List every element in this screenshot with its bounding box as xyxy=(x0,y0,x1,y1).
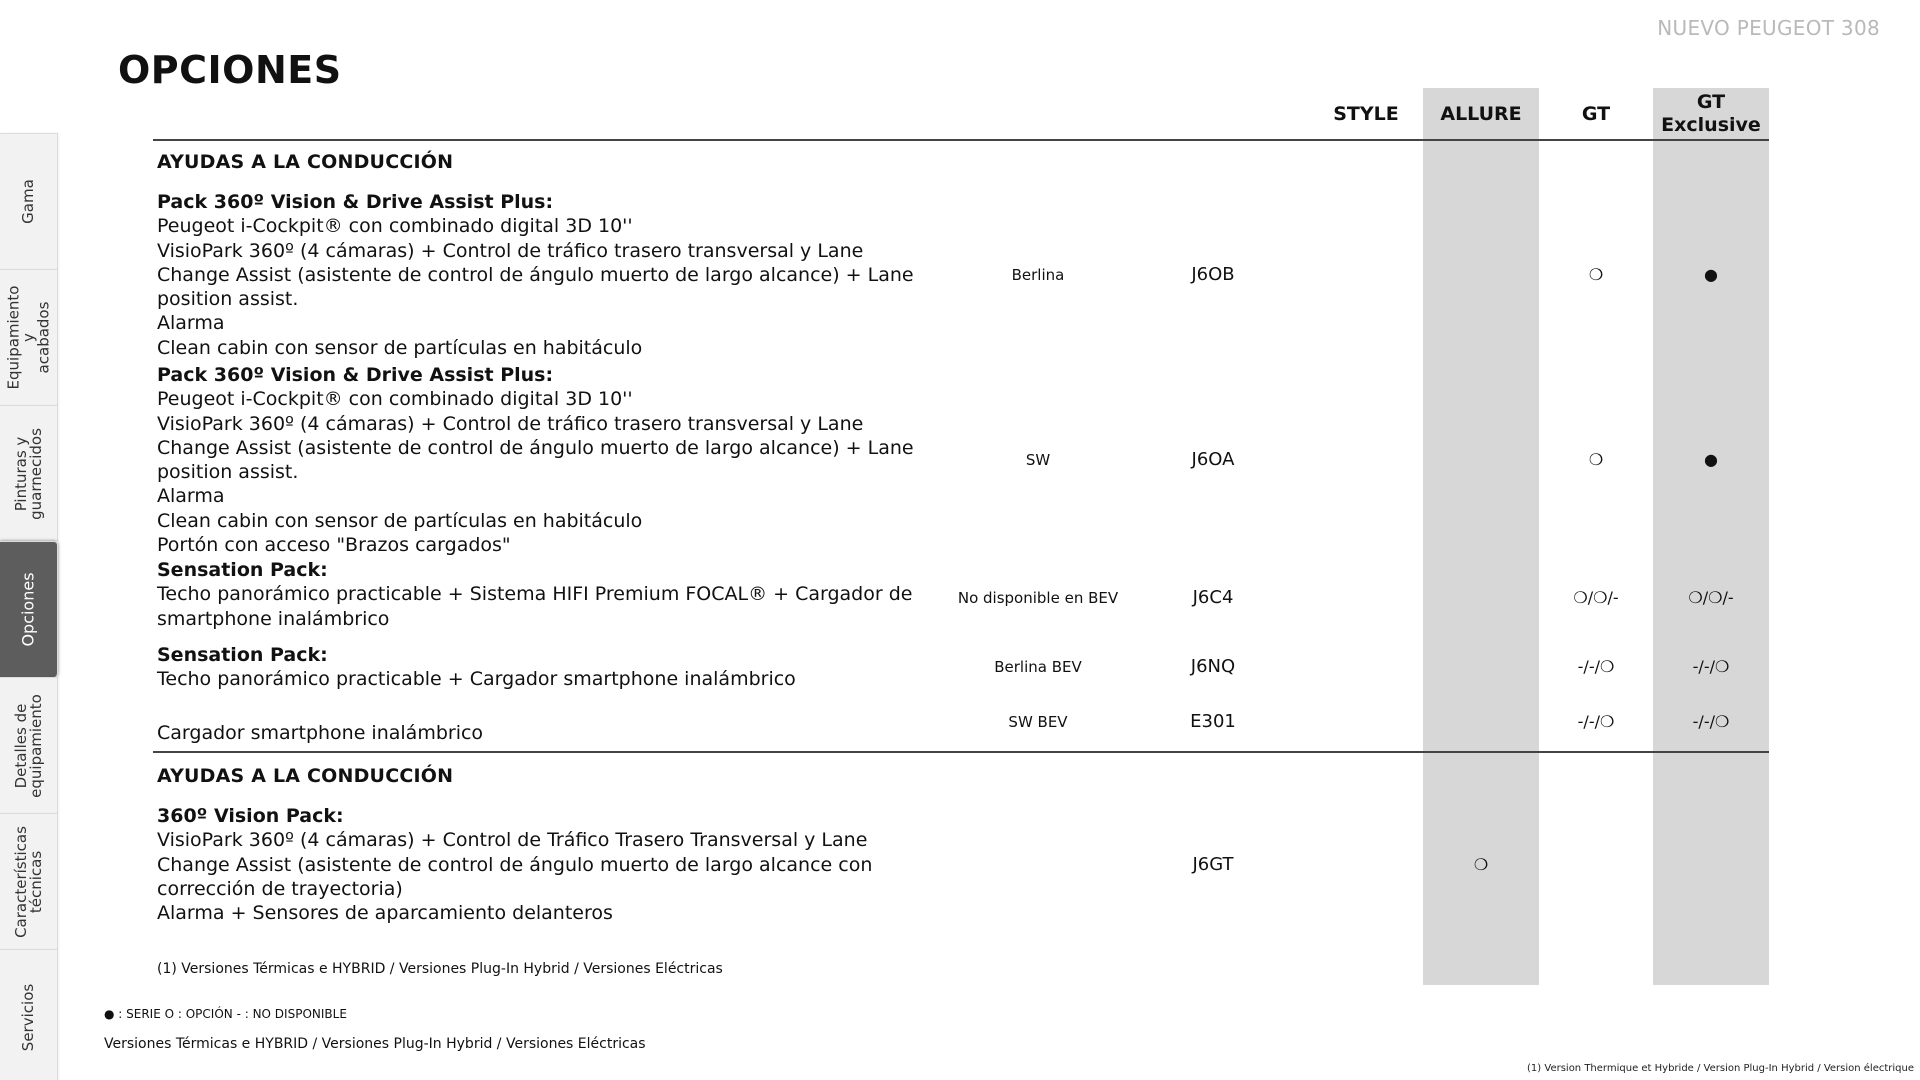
availability-gt-exclusive: ● xyxy=(1704,450,1718,469)
option-code: J6NQ xyxy=(1190,656,1236,677)
sidebar-nav xyxy=(0,133,58,1080)
option-line: VisioPark 360º (4 cámaras) + Control de tráfico trasero transversal y Lane Change Assist (asistente de control de ángulo muerto de largo alcance) + Lane position assist. xyxy=(157,239,914,311)
sidebar-item-label: Pinturas y guarnecidos xyxy=(11,427,45,520)
option-pack-name: 360º Vision Pack: xyxy=(157,805,344,827)
option-line: Cargador smartphone inalámbrico xyxy=(157,722,484,744)
section-title: AYUDAS A LA CONDUCCIÓN xyxy=(157,151,454,173)
sidebar-item-opciones[interactable] xyxy=(0,541,58,677)
option-line: Peugeot i-Cockpit® con combinado digital 3D 10'' xyxy=(157,388,633,411)
option-pack-name: Sensation Pack: xyxy=(157,644,328,666)
sidebar-item-label: Equipamiento y acabados xyxy=(4,285,52,390)
option-code: J6OA xyxy=(1191,449,1235,470)
option-code: J6GT xyxy=(1192,854,1234,875)
option-line: Clean cabin con sensor de partículas en habitáculo xyxy=(157,336,643,359)
option-code: E301 xyxy=(1190,711,1236,732)
availability-gt-exclusive: ❍/❍/- xyxy=(1688,588,1734,607)
section-divider xyxy=(153,751,1769,753)
sidebar-item-label: Detalles de equipamiento xyxy=(11,693,45,798)
option-line: Peugeot i-Cockpit® con combinado digital 3D 10'' xyxy=(157,215,633,238)
table-footnote: (1) Versiones Térmicas e HYBRID / Versiones Plug-In Hybrid / Versiones Eléctricas xyxy=(157,961,723,977)
option-description xyxy=(157,804,917,925)
corner-note: (1) Version Thermique et Hybride / Version Plug-In Hybrid / Version électrique xyxy=(1527,1063,1914,1074)
legend: ● : SERIE O : OPCIÓN - : NO DISPONIBLE xyxy=(104,1007,347,1021)
column-header-style: STYLE xyxy=(1333,102,1399,125)
brand-header: NUEVO PEUGEOT 308 xyxy=(1657,16,1880,40)
sidebar-item-servicios[interactable] xyxy=(0,949,58,1080)
option-description xyxy=(157,643,917,692)
gt-exclusive-column-shade xyxy=(1653,88,1769,985)
option-description xyxy=(157,558,917,631)
availability-gt-exclusive: ● xyxy=(1704,265,1718,284)
availability-allure: ❍ xyxy=(1473,855,1489,874)
column-header-gt: GT xyxy=(1581,102,1611,125)
option-line: Alarma xyxy=(157,485,225,508)
versions-note: Versiones Térmicas e HYBRID / Versiones Plug-In Hybrid / Versiones Eléctricas xyxy=(104,1036,646,1052)
option-pack-name: Sensation Pack: xyxy=(157,559,328,581)
section-title: AYUDAS A LA CONDUCCIÓN xyxy=(157,765,454,787)
option-pack-name: Pack 360º Vision & Drive Assist Plus: xyxy=(157,364,554,386)
availability-gt: ❍ xyxy=(1588,265,1604,284)
option-description xyxy=(157,190,917,360)
sidebar-item-caracteristicas[interactable] xyxy=(0,813,58,949)
option-version: No disponible en BEV xyxy=(957,589,1119,607)
sidebar-item-label: Opciones xyxy=(19,572,39,647)
option-line: Techo panorámico practicable + Sistema HIFI Premium FOCAL® + Cargador de smartphone inalámbrico xyxy=(157,583,913,630)
option-line: Alarma + Sensores de aparcamiento delanteros xyxy=(157,902,613,925)
column-header-allure: ALLURE xyxy=(1440,102,1522,125)
sidebar-item-pinturas[interactable] xyxy=(0,405,58,541)
availability-gt: -/-/❍ xyxy=(1577,712,1615,731)
option-description xyxy=(157,721,917,745)
option-line: VisioPark 360º (4 cámaras) + Control de tráfico trasero transversal y Lane Change Assist (asistente de control de ángulo muerto de largo alcance) + Lane position assist. xyxy=(157,412,914,484)
header-divider xyxy=(153,139,1769,141)
option-line: Alarma xyxy=(157,312,225,335)
option-version: Berlina xyxy=(1011,266,1065,284)
sidebar-item-label: Características técnicas xyxy=(11,825,45,938)
option-line: VisioPark 360º (4 cámaras) + Control de Tráfico Trasero Transversal y Lane Change Assist (asistente de control de ángulo muerto de largo alcance con corrección de trayectoria) xyxy=(157,829,873,900)
option-version: Berlina BEV xyxy=(994,658,1082,676)
sidebar-item-label: Servicios xyxy=(19,983,37,1052)
option-code: J6C4 xyxy=(1192,587,1234,608)
option-description xyxy=(157,363,917,557)
option-line: Techo panorámico practicable + Cargador smartphone inalámbrico xyxy=(157,668,796,691)
availability-gt: -/-/❍ xyxy=(1577,657,1615,676)
availability-gt-exclusive: -/-/❍ xyxy=(1692,657,1730,676)
allure-column-shade xyxy=(1423,88,1539,985)
option-version: SW BEV xyxy=(1008,713,1068,731)
sidebar-item-gama[interactable] xyxy=(0,133,58,269)
sidebar-item-equipamiento[interactable] xyxy=(0,269,58,405)
sidebar-item-detalles[interactable] xyxy=(0,677,58,813)
option-line: Clean cabin con sensor de partículas en habitáculo xyxy=(157,509,643,532)
availability-gt: ❍/❍/- xyxy=(1573,588,1619,607)
option-pack-name: Pack 360º Vision & Drive Assist Plus: xyxy=(157,191,554,213)
page-title: OPCIONES xyxy=(118,48,342,92)
availability-gt-exclusive: -/-/❍ xyxy=(1692,712,1730,731)
column-header-gt-exclusive: GT Exclusive xyxy=(1661,91,1761,136)
availability-gt: ❍ xyxy=(1588,450,1604,469)
options-table xyxy=(153,88,1773,988)
sidebar-item-label: Gama xyxy=(19,179,37,224)
option-version: SW xyxy=(1025,451,1051,469)
option-code: J6OB xyxy=(1191,264,1235,285)
option-line: Portón con acceso "Brazos cargados" xyxy=(157,534,511,557)
